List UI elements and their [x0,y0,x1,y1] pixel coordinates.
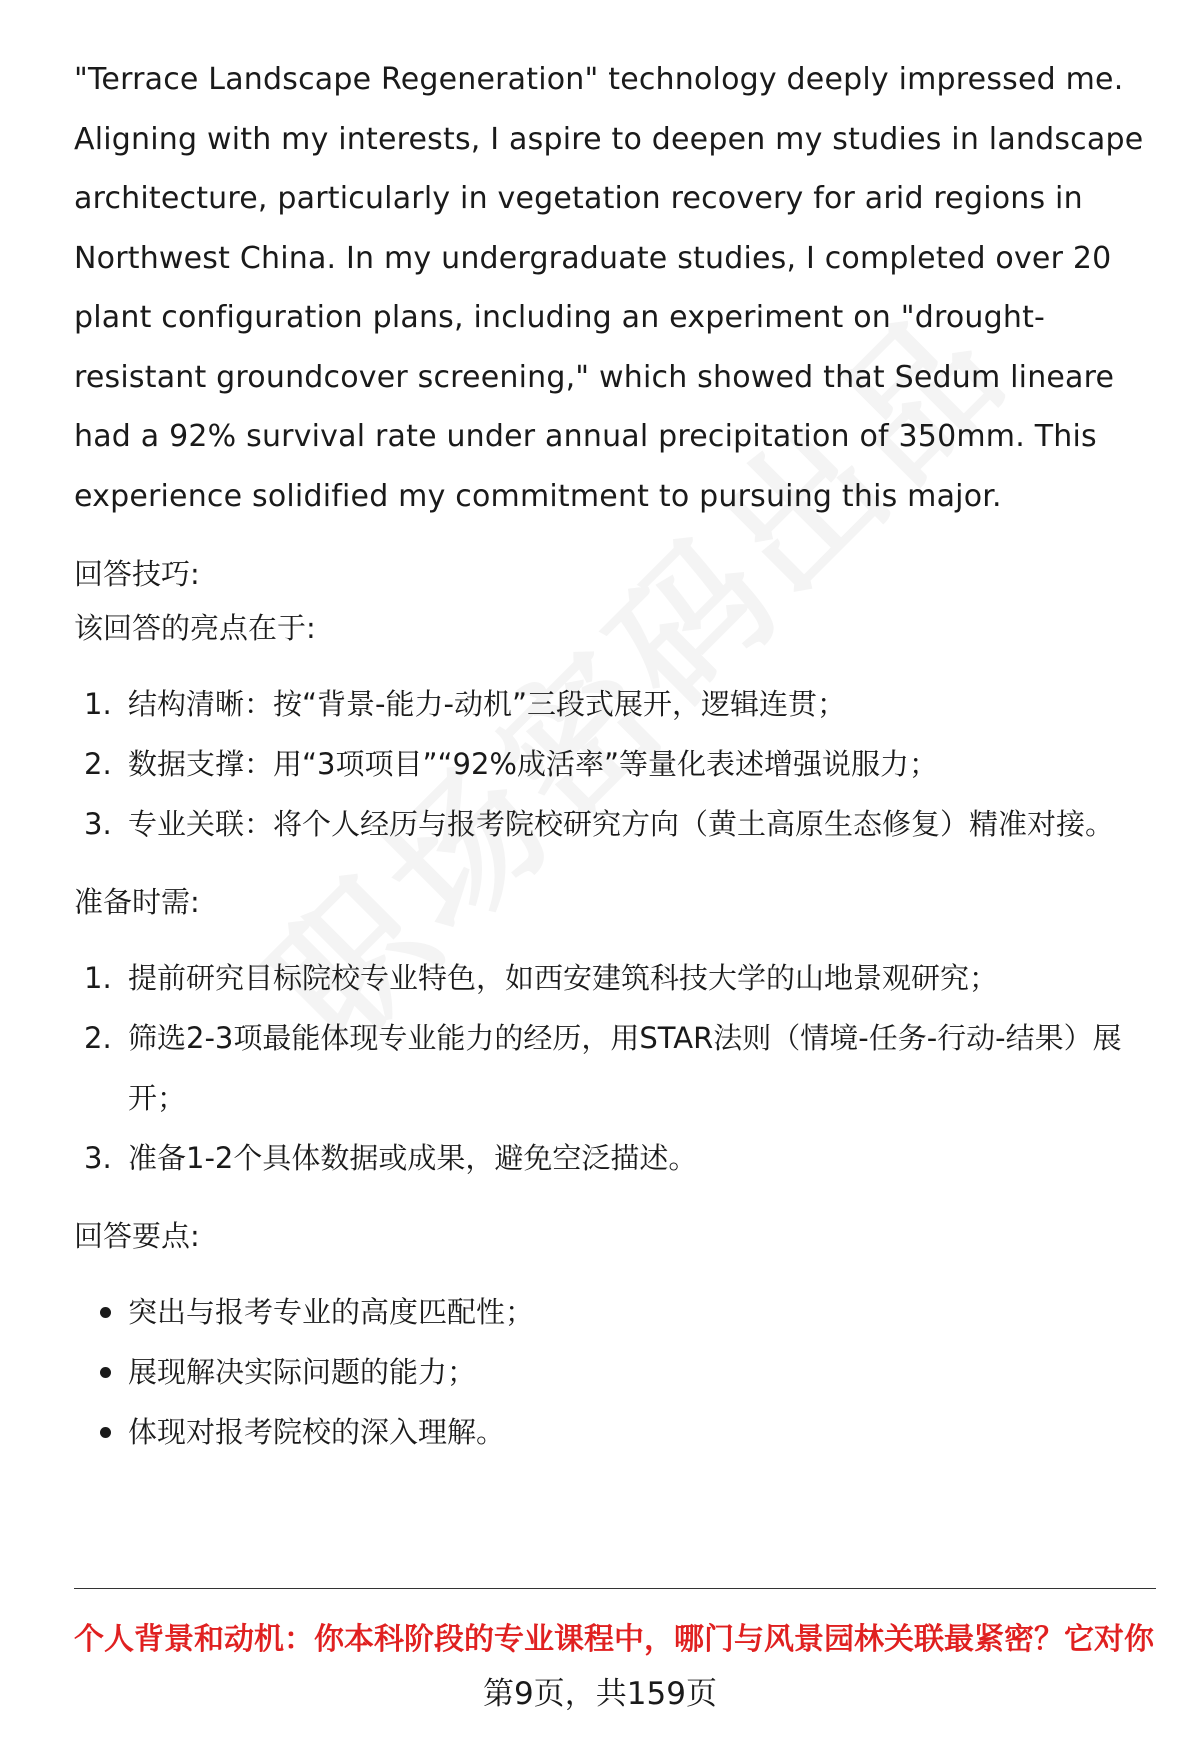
list-number: 1. [84,961,112,995]
list-number: 2. [84,1021,112,1055]
next-question-heading: 个人背景和动机：你本科阶段的专业课程中，哪门与风景园林关联最紧密？它对你 [74,1622,1154,1657]
key-points-list [74,1282,1154,1462]
list-item [74,1008,1154,1128]
tips-list [74,674,1154,854]
list-item-text: 提前研究目标院校专业特色，如西安建筑科技大学的山地景观研究； [128,961,999,995]
list-number: 3. [84,807,112,841]
list-number: 2. [84,747,112,781]
page-number: 第9页，共159页 [483,1676,717,1712]
intro-paragraph: "Terrace Landscape Regeneration" technology deeply impressed me. Aligning with my interests, I aspire to deepen my studies in landscape architecture, particularly in vegetation recovery for arid regions in Northwest China. In my undergraduate studies, I completed over 20 plant configuration plans, including an experiment on "drought-resistant groundcover screening," which showed that Sedum lineare had a 92% survival rate under annual precipitation of 350mm. This experience solidified my commitment to pursuing this major. [74,62,1144,514]
list-item [74,1128,1154,1188]
list-item-text: 数据支撑：用“3项项目”“92%成活率”等量化表述增强说服力； [128,747,939,781]
list-item [74,1282,1154,1342]
tips-heading: 回答技巧: [74,557,200,591]
list-item [74,1342,1154,1402]
list-item [74,1402,1154,1462]
list-item [74,948,1154,1008]
list-number: 1. [84,687,112,721]
key-points-heading: 回答要点: [74,1219,200,1253]
divider [74,1588,1156,1589]
prep-heading: 准备时需: [74,885,200,919]
list-item-text: 筛选2-3项最能体现专业能力的经历，用STAR法则（情境-任务-行动-结果）展开； [128,1021,1122,1115]
list-item-text: 展现解决实际问题的能力； [128,1355,477,1389]
list-number: 3. [84,1141,112,1175]
list-item [74,674,1154,734]
tips-subheading: 该回答的亮点在于: [74,611,316,645]
list-item-text: 突出与报考专业的高度匹配性； [128,1295,535,1329]
prep-list [74,948,1154,1188]
list-item-text: 准备1-2个具体数据或成果，避免空泛描述。 [128,1141,698,1175]
list-item-text: 体现对报考院校的深入理解。 [128,1415,506,1449]
bullet-icon [100,1367,111,1378]
list-item-text: 专业关联：将个人经历与报考院校研究方向（黄土高原生态修复）精准对接。 [128,807,1115,841]
document-body [74,50,1154,1462]
list-item [74,794,1154,854]
bullet-icon [100,1427,111,1438]
list-item [74,734,1154,794]
bullet-icon [100,1307,111,1318]
list-item-text: 结构清晰：按“背景-能力-动机”三段式展开，逻辑连贯； [128,687,846,721]
